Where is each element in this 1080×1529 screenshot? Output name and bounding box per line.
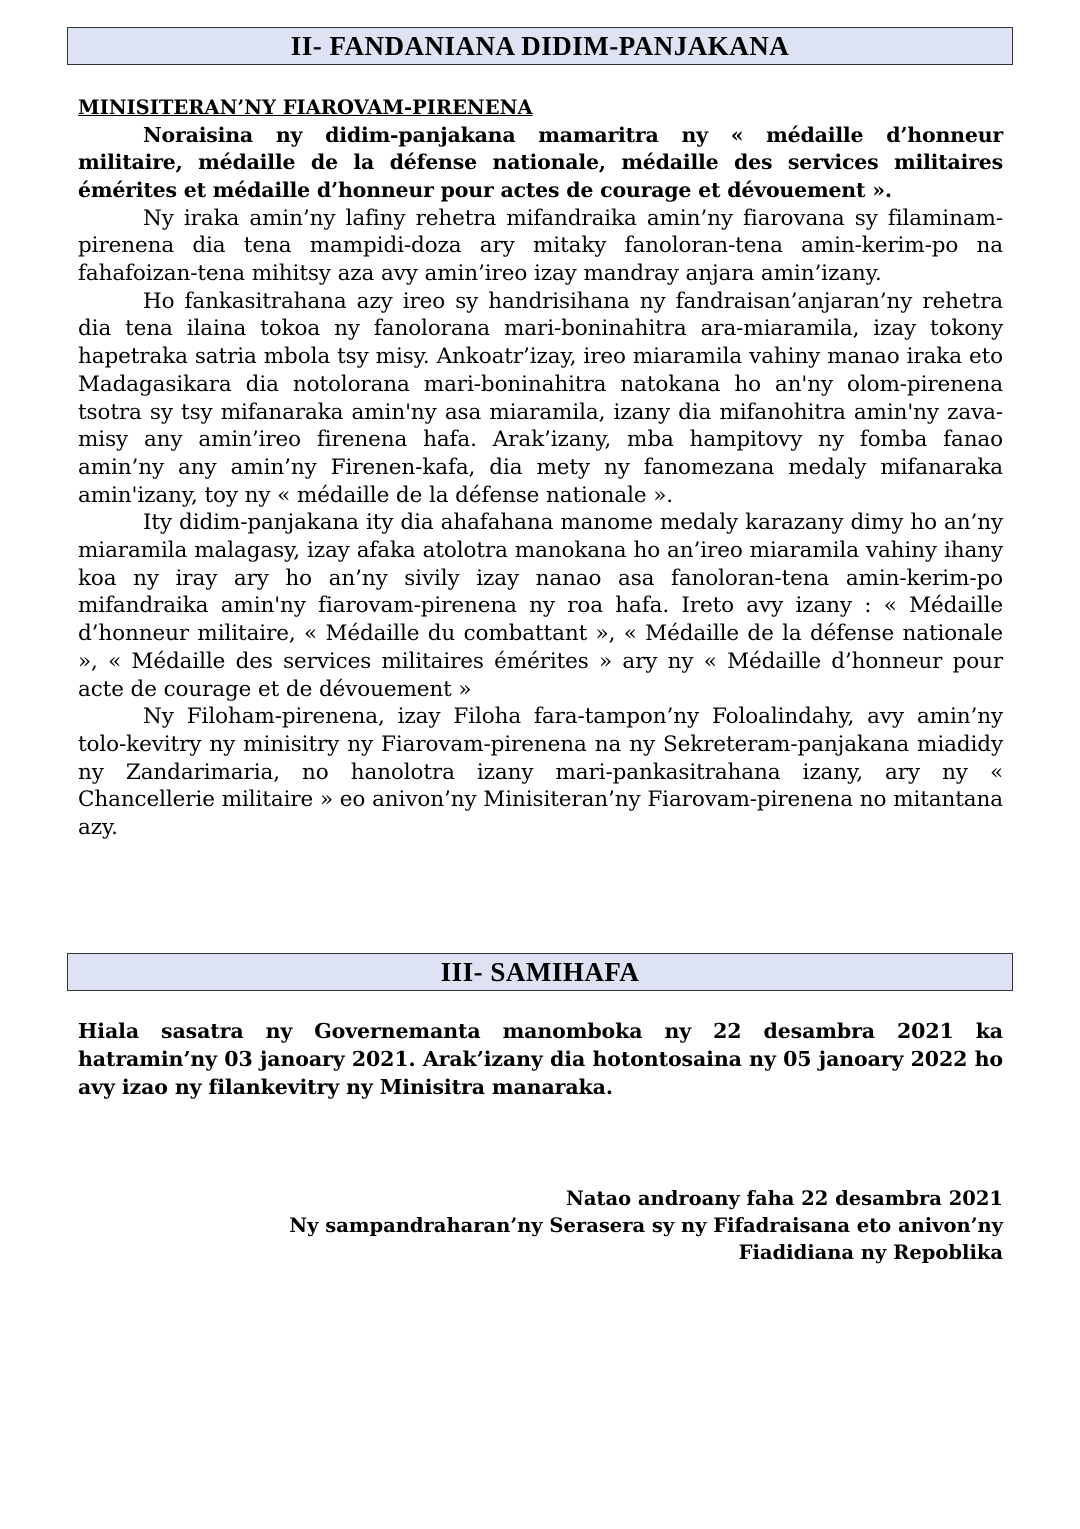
paragraph-samihafa: Hiala sasatra ny Governemanta manomboka ny 22 desambra 2021 ka hatramin’ny 03 janoary 2021. Arak’izany dia hotontosaina ny 05 janoary 2022 ho avy izao ny filankevitry ny Minisitra manaraka. <box>78 1019 1003 1099</box>
paragraph-1: Ny iraka amin’ny lafiny rehetra mifandraika amin’ny fiarovana sy filaminam-pirenena dia tena mampidi-doza ary mitaky fanoloran-tena amin-kerim-po na fahafoizan-tena mihitsy aza avy amin’ireo izay mandray anjara amin’izany. <box>78 205 1003 287</box>
signature-office: Ny sampandraharan’ny Serasera sy ny Fifadraisana eto anivon’ny <box>289 1214 1003 1237</box>
section-3-header <box>67 953 1013 991</box>
paragraph-decree-summary: Noraisina ny didim-panjakana mamaritra ny « médaille d’honneur militaire, médaille de la défense nationale, médaille des services militaires émérites et médaille d’honneur pour actes de courage et dévouement ». <box>78 122 1003 202</box>
signature-block <box>78 1185 1003 1266</box>
ministry-heading: MINISITERAN’NY FIAROVAM-PIRENENA <box>78 96 533 119</box>
signature-date: Natao androany faha 22 desambra 2021 <box>566 1187 1003 1210</box>
section-2-body <box>78 94 1003 842</box>
paragraph-4: Ny Filoham-pirenena, izay Filoha fara-tampon’ny Foloalindahy, avy amin’ny tolo-kevitry ny minisitry ny Fiarovam-pirenena na ny Sekreteram-panjakana miadidy ny Zandarimaria, no hanolotra izany mari-pankasitrahana izany, ary ny « Chancellerie militaire » eo anivon’ny Minisiteran’ny Fiarovam-pirenena no mitantana azy. <box>78 704 1003 841</box>
section-2-title: II- FANDANIANA DIDIM-PANJAKANA <box>290 30 790 61</box>
paragraph-2: Ho fankasitrahana azy ireo sy handrisihana ny fandraisan’anjaran’ny rehetra dia tena ilaina tokoa ny fanolorana mari-boninahitra ara-miaramila, izay tokony hapetraka satria mbola tsy misy. Ankoatr’izay, ireo miaramila vahiny manao iraka eto Madagasikara dia notolorana mari-boninahitra natokana ho an'ny olom-pirenena tsotra sy tsy mifanaraka amin'ny asa miaramila, izany dia mifanohitra amin'ny zava-misy any amin’ireo firenena hafa. Arak’izany, mba hampitovy ny fomba fanao amin’ny any amin’ny Firenen-kafa, dia mety ny fanomezana medaly mifanaraka amin'izany, toy ny « médaille de la défense nationale ». <box>78 288 1003 508</box>
section-2-header <box>67 27 1013 65</box>
signature-presidency: Fiadidiana ny Repoblika <box>738 1241 1003 1264</box>
section-3-body <box>78 1017 1003 1101</box>
section-3-title: III- SAMIHAFA <box>440 956 640 987</box>
paragraph-3: Ity didim-panjakana ity dia ahafahana manome medaly karazany dimy ho an’ny miaramila malagasy, izay afaka atolotra manokana ho an’ireo miaramila vahiny ihany koa ny iray ary ho an’ny sivily izay nanao asa fanoloran-tena amin-kerim-po mifandraika amin'ny fiarovam-pirenena ny roa hafa. Ireto avy izany : « Médaille d’honneur militaire, « Médaille du combattant », « Médaille de la défense nationale », « Médaille des services militaires émérites » ary ny « Médaille d’honneur pour acte de courage et de dévouement » <box>78 510 1003 702</box>
